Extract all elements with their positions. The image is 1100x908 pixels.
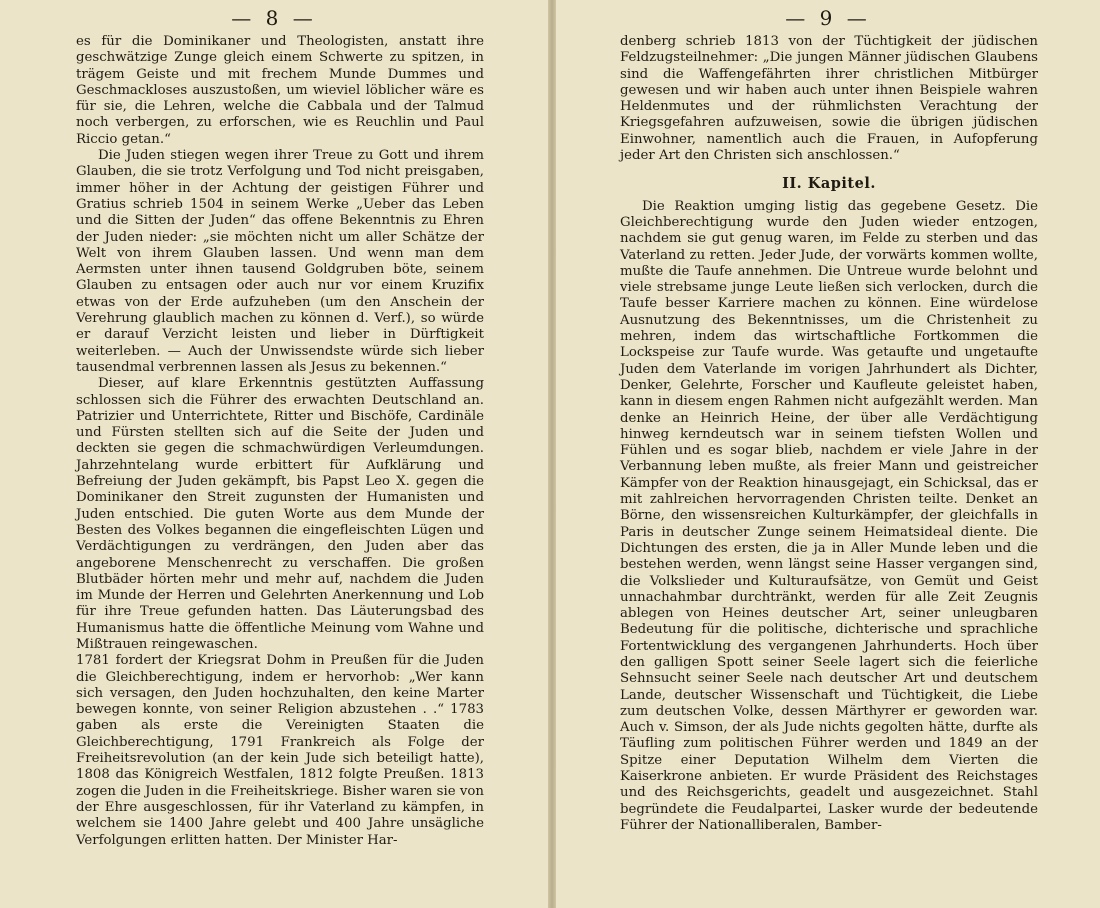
page-body bbox=[76, 34, 484, 849]
left-page bbox=[0, 0, 548, 908]
paragraph: Die Juden stiegen wegen ihrer Treue zu Gott und ihrem Glauben, die sie trotz Verfolgung und Tod nicht preisgaben, immer höher in der Achtung der geistigen Führer und Gratius schrieb 1504 in seinem Werke „Ueber das Leben und die Sitten der Juden“ das offene Bekenntnis zu Ehren der Juden nieder: „sie möchten nicht um aller Schätze der Welt von ihrem Glauben lassen. Und wenn man dem Aermsten unter ihnen tausend Goldgruben böte, seinem Glauben zu entsagen oder auch nur vor einem Kruzifix etwas von der Erde aufzuheben (um den Anschein der Verehrung glaublich machen zu können d. Verf.), so würde er darauf Verzicht leisten und lieber in Dürftigkeit weiterleben. — Auch der Unwissendste würde sich lieber tausendmal verbrennen lassen als Jesus zu bekennen.“ bbox=[76, 148, 484, 375]
book-gutter bbox=[548, 0, 556, 908]
right-page bbox=[556, 0, 1100, 908]
paragraph: 1781 fordert der Kriegsrat Dohm in Preußen für die Juden die Gleichberechtigung, indem er hervorhob: „Wer kann sich versagen, den Juden hochzuhalten, den keine Marter bewegen konnte, von seiner Religion abzustehen . .“ 1783 gaben als erste die Vereinigten Staaten die Gleichberechtigung, 1791 Frankreich als Folge der Freiheitsrevolution (an der kein Jude sich beteiligt hatte), 1808 das Königreich Westfalen, 1812 folgte Preußen. 1813 zogen die Juden in die Freiheitskriege. Bisher waren sie von der Ehre ausgeschlossen, für ihr Vaterland zu kämpfen, in welchem sie 1400 Jahre gelebt und 400 Jahre unsägliche Verfolgungen erlitten hatten. Der Minister Har- bbox=[76, 653, 484, 848]
paragraph: denberg schrieb 1813 von der Tüchtigkeit der jüdischen Feldzugsteilnehmer: „Die jungen Männer jüdischen Glaubens sind die Waffengefährten ihrer christlichen Mitbürger gewesen und wir haben auch unter ihnen Beispiele wahren Heldenmutes und der rühmlichsten Verachtung der Kriegsgefahren aufzuweisen, sowie die übrigen jüdischen Einwohner, namentlich auch die Frauen, in Aufopferung jeder Art den Christen sich anschlossen.“ bbox=[620, 34, 1038, 164]
page-body bbox=[620, 34, 1038, 834]
paragraph: es für die Dominikaner und Theologisten, anstatt ihre geschwätzige Zunge gleich einem Schwerte zu spitzen, in trägem Geiste und mit frechem Munde Dummes und Geschmackloses auszustoßen, um wieviel löblicher wäre es für sie, die Lehren, welche die Cabbala und der Talmud noch verbergen, zu erforschen, wie es Reuchlin und Paul Riccio getan.“ bbox=[76, 34, 484, 147]
paragraph: Dieser, auf klare Erkenntnis gestützten Auffassung schlossen sich die Führer des erwachten Deutschland an. Patrizier und Unterrichtete, Ritter und Bischöfe, Cardinäle und Fürsten stellten sich auf die Seite der Juden und deckten sie gegen die schmachwürdigen Verleumdungen. Jahrzehntelang wurde erbittert für Aufklärung und Befreiung der Juden gekämpft, bis Papst Leo X. gegen die Dominikaner den Streit zugunsten der Humanisten und Juden entschied. Die guten Worte aus dem Munde der Besten des Volkes begannen die eingefleischten Lügen und Verdächtigungen zu verdrängen, den Juden aber das angeborene Menschenrecht zu verschaffen. Die großen Blutbäder hörten mehr und mehr auf, nachdem die Juden im Munde der Herren und Gelehrten Anerkennung und Lob für ihre Treue gefunden hatten. Das Läuterungsbad des Humanismus hatte die öffentliche Meinung vom Wahne und Mißtrauen reingewaschen. bbox=[76, 376, 484, 652]
chapter-heading: II. Kapitel. bbox=[782, 175, 876, 193]
paragraph: Die Reaktion umging listig das gegebene Gesetz. Die Gleichberechtigung wurde den Juden wieder entzogen, nachdem sie gut genug waren, im Felde zu sterben und das Vaterland zu retten. Jeder Jude, der vorwärts kommen wollte, mußte die Taufe annehmen. Die Untreue wurde belohnt und viele strebsame junge Leute ließen sich verlocken, durch die Taufe besser Karriere machen zu können. Eine würdelose Ausnutzung des Bekenntnisses, um die Christenheit zu mehren, indem das wirtschaftliche Fortkommen die Lockspeise zur Taufe wurde. Was getaufte und ungetaufte Juden dem Vaterlande im vorigen Jahrhundert als Dichter, Denker, Gelehrte, Forscher und Kaufleute geleistet haben, kann in diesem engen Rahmen nicht aufgezählt werden. Man denke an Heinrich Heine, der über alle Verdächtigung hinweg kerndeutsch war in seinem tiefsten Wollen und Fühlen und es sogar blieb, nachdem er viele Jahre in der Verbannung leben mußte, als freier Mann und geistreicher Kämpfer von der Reaktion hinausgejagt, ein Schicksal, das er mit zahlreichen hervorragenden Christen teilte. Denket an Börne, den wissensreichen Kulturkämpfer, der gleichfalls in Paris in deutscher Zunge seinem Heimatsideal diente. Die Dichtungen des ersten, die ja in Aller Munde leben und die bestehen werden, wenn längst seine Hasser vergangen sind, die Volkslieder und Kulturaufsätze, von Gemüt und Geist unnachahmbar durchtränkt, werden für alle Zeit Zeugnis ablegen von Heines deutscher Art, seiner unleugbaren Bedeutung für die politische, dichterische und sprachliche Fortentwicklung des vergangenen Jahrhunderts. Hoch über den galligen Spott seiner Seele lagert sich die feierliche Sehnsucht seiner Seele nach deutscher Art und deutschem Lande, deutscher Wissenschaft und Tüchtigkeit, die Liebe zum deutschen Volke, dessen Märthyrer er geworden war. Auch v. Simson, der als Jude nichts gegolten hätte, durfte als Täufling zum politischen Führer werden und 1849 an der Spitze einer Deputation Wilhelm dem Vierten die Kaiserkrone anbieten. Er wurde Präsident des Reichstages und des Reichsgerichts, geadelt und ausgezeichnet. Stahl begründete die Feudalpartei, Lasker wurde der bedeutende Führer der Nationalliberalen, Bamber- bbox=[620, 198, 1038, 833]
page-number: — 9 — bbox=[785, 6, 871, 30]
page-number: — 8 — bbox=[231, 6, 317, 30]
